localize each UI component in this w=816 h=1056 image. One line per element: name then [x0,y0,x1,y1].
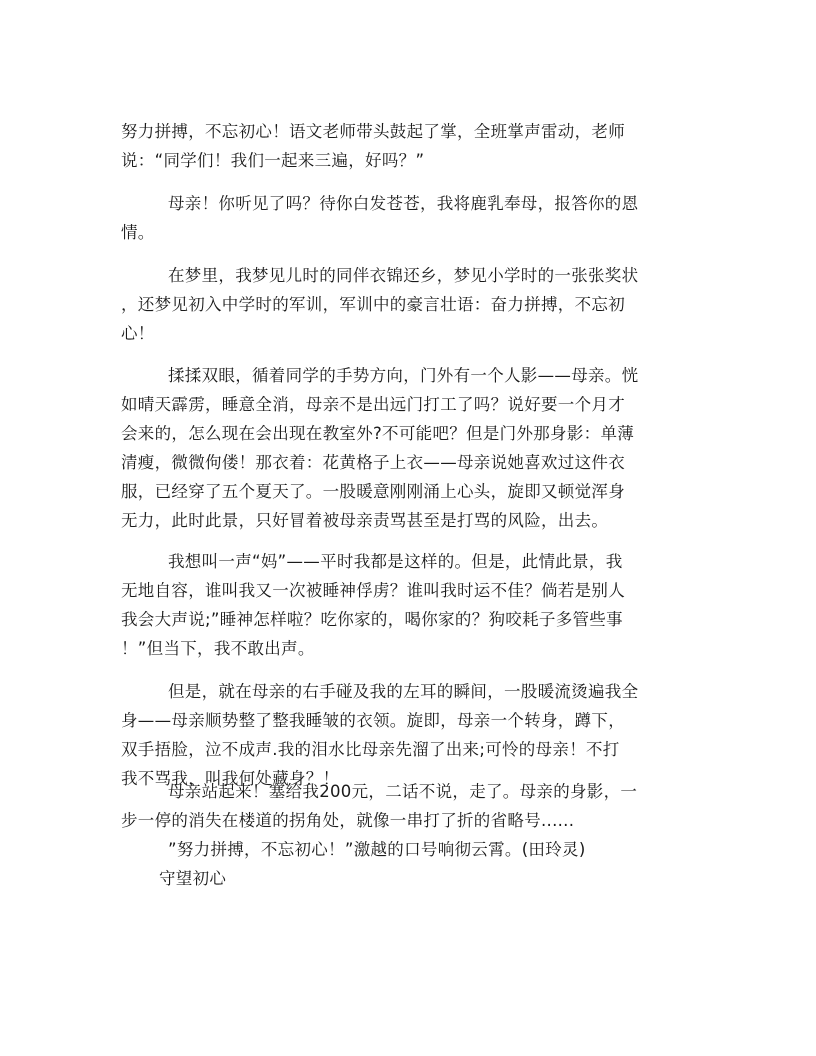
paragraph-1 [121,117,666,175]
text-line: 会来的，怎么现在会出现在教室外?不可能吧？但是门外那身影：单薄 [121,424,635,443]
paragraph-3 [121,261,666,348]
text-line: 无力，此时此景，只好冒着被母亲责骂甚至是打骂的风险，出去。 [121,511,609,530]
text-line: 情。 [121,223,155,242]
text-line: 努力拼搏，不忘初心！语文老师带头鼓起了掌，全班掌声雷动，老师 [121,122,625,141]
next-section-title: 守望初心 [159,869,227,888]
text-line: 服，已经穿了五个夏天了。一股暖意刚刚涌上心头，旋即又顿觉浑身 [121,482,625,501]
text-line: 在梦里，我梦见儿时的同伴衣锦还乡，梦见小学时的一张张奖状 [168,266,639,285]
text-line: 清瘦，微微佝偻！那衣着：花黄格子上衣——母亲说她喜欢过这件衣 [121,453,625,472]
paragraph-8 [121,835,666,864]
text-line: ，还梦见初入中学时的军训，军训中的豪言壮语：奋力拼搏，不忘初 [121,295,625,314]
paragraph-6 [121,677,666,793]
paragraph-2 [121,189,666,247]
text-line: 无地自容，谁叫我又一次被睡神俘虏？谁叫我时运不佳？倘若是别人 [121,581,625,600]
text-line: 身——母亲顺势整了整我睡皱的衣领。旋即，母亲一个转身，蹲下， [121,711,625,730]
text-line: 母亲！你听见了吗？待你白发苍苍，我将鹿乳奉母，报答你的恩 [168,194,639,213]
text-line: 我想叫一声“妈”——平时我都是这样的。但是，此情此景，我 [168,552,623,571]
paragraph-5 [121,547,666,663]
paragraph-4 [121,361,666,535]
text-line: ”努力拼搏，不忘初心！”激越的口号响彻云霄。(田玲灵) [168,840,586,859]
text-line: 揉揉双眼，循着同学的手势方向，门外有一个人影——母亲。恍 [168,366,639,385]
text-line: 心！ [121,324,155,343]
text-line: 母亲站起来！塞给我200元，二话不说，走了。母亲的身影，一 [168,782,638,801]
text-line: 我会大声说;”睡神怎样啦？吃你家的，喝你家的？狗咬耗子多管些事 [121,610,623,629]
paragraph-7 [121,777,666,835]
text-line: 如晴天霹雳，睡意全消，母亲不是出远门打工了吗？说好要一个月才 [121,395,625,414]
text-line: 双手捂脸，泣不成声.我的泪水比母亲先溜了出来;可怜的母亲！不打 [121,740,620,759]
text-line: ！”但当下，我不敢出声。 [121,639,315,658]
text-line: 我不骂我，叫我何处藏身？！ [121,769,340,788]
text-line: 但是，就在母亲的右手碰及我的左耳的瞬间，一股暖流烫遍我全 [168,682,639,701]
text-line: 步一停的消失在楼道的拐角处，就像一串打了折的省略号...... [121,811,575,830]
text-line: 说：“同学们！我们一起来三遍，好吗？” [121,151,425,170]
